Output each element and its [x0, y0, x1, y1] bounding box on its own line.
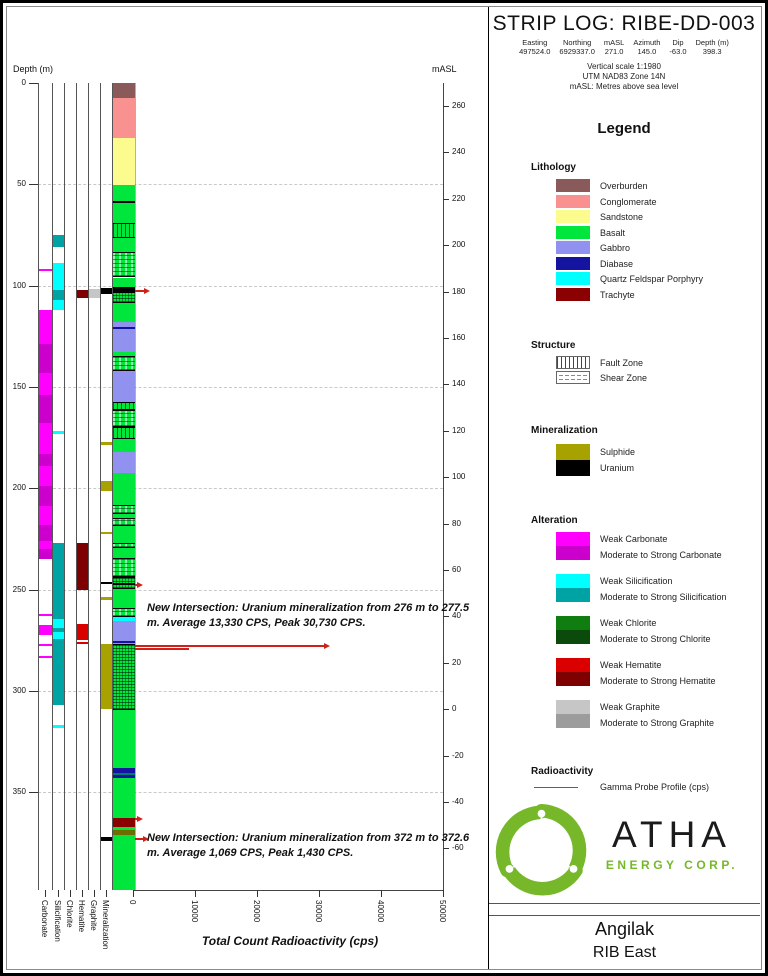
lithology-interval	[113, 439, 135, 452]
gamma-legend-label: Gamma Probe Profile (cps)	[600, 782, 710, 792]
cps-tick-label: 0	[128, 900, 137, 905]
cps-tick	[133, 890, 134, 897]
structure-overlay-fault	[113, 402, 135, 410]
depth-gridline	[38, 184, 443, 185]
alteration-band-graphite	[89, 289, 100, 298]
gamma-spike	[135, 838, 143, 840]
masl-tick-label: 200	[452, 240, 466, 250]
lithology-swatch	[556, 210, 590, 223]
masl-tick-label: 240	[452, 147, 466, 157]
track-boundary-line	[52, 83, 53, 890]
depth-tick	[29, 286, 38, 287]
lithology-label: Sandstone	[600, 212, 644, 222]
collar-fields	[492, 38, 756, 56]
depth-tick	[29, 387, 38, 388]
structure-overlay-shear	[113, 518, 135, 526]
lithology-label: Trachyte	[600, 289, 635, 300]
gamma-spike-arrow	[324, 643, 330, 649]
depth-tick-label: 250	[12, 584, 26, 594]
track-bottom-tick	[94, 890, 95, 897]
alteration-weak-swatch	[556, 616, 590, 630]
alteration-band-silicification	[53, 639, 64, 705]
alteration-band-carbonate	[39, 625, 52, 635]
gamma-spike	[135, 648, 189, 650]
footer-divider-1	[489, 903, 760, 904]
alteration-band-carbonate	[39, 614, 52, 616]
alteration-band-hematite	[77, 642, 88, 644]
lithology-interval	[113, 371, 135, 402]
lithology-interval	[113, 98, 135, 138]
panel-divider	[488, 6, 489, 970]
track-label: Graphite	[89, 900, 98, 931]
masl-tick-label: 0	[452, 704, 457, 714]
cps-tick	[257, 890, 258, 897]
collar-field-label: mASL	[603, 38, 625, 47]
depth-tick-label: 50	[17, 179, 26, 189]
mineralization-swatch	[556, 444, 590, 460]
alteration-band-carbonate	[39, 454, 52, 466]
alteration-band-silicification	[53, 431, 64, 433]
collar-field-value: -63.0	[669, 47, 687, 56]
mineralization-band-uranium	[101, 837, 112, 841]
masl-tick-label: -40	[452, 797, 464, 806]
depth-tick	[29, 792, 38, 793]
masl-tick	[443, 524, 449, 525]
masl-tick-label: -60	[452, 843, 464, 853]
alteration-band-carbonate	[39, 541, 52, 549]
collar-field	[669, 38, 686, 56]
annotation-intersection-372m: New Intersection: Uranium mineralization from 372 m to 372.6 m. Average 1,069 CPS, Peak 1,430 CPS.	[147, 832, 470, 859]
collar-field-value: 6929337.0	[559, 47, 595, 56]
depth-gridline	[38, 286, 443, 287]
cps-tick-label: 30000	[314, 900, 323, 923]
collar-field-value: 145.0	[637, 47, 657, 56]
alteration-band-silicification	[53, 632, 64, 639]
masl-tick	[443, 756, 449, 757]
lithology-interval	[113, 818, 135, 826]
depth-tick	[29, 590, 38, 591]
masl-tick	[443, 431, 449, 432]
depth-tick-label: 300	[12, 685, 26, 695]
track-boundary-line	[64, 83, 65, 890]
alteration-strong-label: Moderate to Strong Hematite	[600, 676, 716, 686]
track-label: Hematite	[77, 900, 86, 933]
alteration-band-silicification	[53, 235, 64, 247]
depth-gridline	[38, 488, 443, 489]
area-name: RIB East	[592, 944, 657, 961]
alteration-strong-label: Moderate to Strong Silicification	[600, 592, 727, 602]
cps-tick	[443, 890, 444, 897]
depth-gridline	[38, 792, 443, 793]
track-bottom-tick	[106, 890, 107, 897]
lithology-interval	[113, 778, 135, 819]
alteration-band-hematite	[77, 624, 88, 640]
track-bottom-tick	[58, 890, 59, 897]
masl-tick-label: 180	[452, 286, 466, 296]
lithology-swatch	[556, 226, 590, 239]
track-label: Mineralization	[101, 900, 110, 950]
masl-tick	[443, 292, 449, 293]
alteration-band-carbonate	[39, 525, 52, 541]
alteration-weak-swatch	[556, 658, 590, 672]
alteration-band-hematite	[77, 290, 88, 298]
lithology-marker-line	[113, 773, 135, 775]
legend-title: Legend	[597, 120, 651, 137]
atha-logo-icon	[493, 802, 590, 904]
alteration-band-carbonate	[39, 395, 52, 423]
lithology-interval	[113, 185, 135, 222]
lithology-marker-line	[113, 641, 135, 643]
collar-field	[604, 38, 624, 56]
gamma-spike	[135, 290, 144, 292]
alteration-weak-swatch	[556, 574, 590, 588]
depth-tick	[29, 184, 38, 185]
alteration-band-silicification	[53, 263, 64, 289]
alteration-band-carbonate	[39, 644, 52, 646]
track-label: Chlorite	[65, 900, 74, 928]
mineralization-band-sulphide	[101, 481, 112, 491]
alteration-strong-swatch	[556, 714, 590, 728]
masl-tick	[443, 152, 449, 153]
radioactivity-heading: Radioactivity	[531, 766, 594, 777]
lithology-interval	[113, 303, 135, 322]
collar-field-label: Azimuth	[633, 38, 661, 47]
track-label: Carbonate	[40, 900, 49, 938]
track-boundary-line	[76, 83, 77, 890]
alteration-band-carbonate	[39, 486, 52, 506]
gamma-spike-arrow	[137, 582, 143, 588]
mineralization-swatch	[556, 460, 590, 476]
masl-tick	[443, 338, 449, 339]
structure-overlay-shear	[113, 505, 135, 513]
alteration-weak-label: Weak Graphite	[600, 702, 660, 712]
masl-tick-label: 100	[452, 472, 466, 482]
alteration-band-carbonate	[39, 373, 52, 395]
depth-tick-label: 100	[12, 280, 26, 290]
depth-tick-label: 0	[21, 78, 26, 87]
masl-tick-label: 140	[452, 379, 466, 389]
collar-field-label: Depth (m)	[695, 38, 729, 47]
structure-overlay-dense	[113, 644, 135, 710]
structure-label: Fault Zone	[600, 358, 644, 368]
masl-tick-label: 220	[452, 193, 466, 203]
masl-tick-label: -20	[452, 750, 464, 760]
gamma-spike-arrow	[137, 816, 143, 822]
masl-tick	[443, 663, 449, 664]
gamma-legend-line	[534, 787, 578, 788]
depth-tick-label: 200	[12, 483, 26, 493]
structure-overlay-shear	[113, 252, 135, 277]
lithology-marker-line	[113, 201, 135, 203]
structure-overlay-shear	[113, 410, 135, 427]
depth-tick	[29, 691, 38, 692]
mineralization-label: Sulphide	[600, 447, 636, 457]
lithology-swatch	[556, 272, 590, 285]
mineralization-band-sulphide	[101, 532, 112, 534]
lithology-interval	[113, 238, 135, 252]
masl-tick-label: 260	[452, 101, 466, 110]
alteration-strong-label: Moderate to Strong Carbonate	[600, 550, 722, 560]
lithology-interval	[113, 589, 135, 608]
depth-gridline	[38, 387, 443, 388]
alteration-weak-swatch	[556, 700, 590, 714]
mineralization-band-uranium	[101, 582, 112, 584]
depth-axis-title: Depth (m)	[13, 64, 54, 74]
lithology-label: Quartz Feldspar Porphyry	[600, 274, 704, 284]
alteration-band-carbonate	[39, 310, 52, 344]
track-bottom-tick	[82, 890, 83, 897]
cps-axis-line	[133, 890, 443, 891]
lithology-swatch	[556, 195, 590, 208]
alteration-band-carbonate	[39, 344, 52, 372]
alteration-weak-label: Weak Chlorite	[600, 618, 657, 628]
alteration-band-carbonate	[39, 423, 52, 453]
masl-tick	[443, 709, 449, 710]
cps-tick	[381, 890, 382, 897]
masl-tick	[443, 384, 449, 385]
lithology-marker-line	[113, 327, 135, 329]
mineralization-heading: Mineralization	[531, 425, 598, 436]
cps-tick-label: 40000	[376, 900, 385, 923]
lithology-interval	[113, 83, 135, 98]
mineralization-label: Uranium	[600, 463, 635, 473]
structure-overlay-shear	[113, 608, 135, 617]
lithology-interval	[113, 526, 135, 543]
masl-axis-title: mASL	[432, 64, 457, 74]
masl-tick	[443, 802, 449, 803]
alteration-band-silicification	[53, 300, 64, 310]
alteration-band-hematite	[77, 543, 88, 590]
lithology-interval	[113, 452, 135, 473]
masl-tick	[443, 106, 449, 107]
lithology-label: Basalt	[600, 227, 626, 238]
lithology-heading: Lithology	[531, 162, 576, 173]
logo-subtitle: ENERGY CORP.	[605, 858, 739, 872]
alteration-heading: Alteration	[531, 515, 578, 526]
structure-overlay-fault	[113, 427, 135, 438]
alteration-band-carbonate	[39, 269, 52, 271]
lithology-interval	[113, 138, 135, 186]
depth-gridline	[38, 691, 443, 692]
alteration-band-carbonate	[39, 506, 52, 524]
lithology-interval	[113, 278, 135, 287]
structure-overlay-dense	[113, 292, 135, 303]
cps-tick	[195, 890, 196, 897]
structure-swatch-fault	[556, 356, 590, 369]
alteration-band-silicification	[53, 619, 64, 628]
mineralization-band-sulphide	[101, 597, 112, 600]
collar-field-label: Dip	[672, 38, 684, 47]
gamma-spike-arrow	[144, 288, 150, 294]
cps-tick-label: 20000	[252, 900, 261, 923]
masl-tick-label: 80	[452, 518, 461, 528]
masl-tick-label: 160	[452, 333, 466, 342]
lithology-interval	[113, 710, 135, 768]
alteration-band-carbonate	[39, 549, 52, 559]
footer-divider-2	[489, 915, 760, 916]
masl-tick	[443, 570, 449, 571]
collar-field-label: Easting	[522, 38, 548, 47]
lithology-label: Overburden	[600, 181, 648, 191]
track-bottom-tick	[45, 890, 46, 897]
alteration-strong-swatch	[556, 546, 590, 560]
masl-tick	[443, 199, 449, 200]
lithology-interval	[113, 473, 135, 505]
cps-axis-title: Total Count Radioactivity (cps)	[201, 934, 379, 948]
lithology-swatch	[556, 288, 590, 301]
depth-gridline	[38, 590, 443, 591]
masl-tick-label: 40	[452, 611, 461, 621]
structure-overlay-shear	[113, 558, 135, 577]
alteration-strong-swatch	[556, 588, 590, 602]
strip-log-title: STRIP LOG: RIBE-DD-003	[492, 12, 756, 35]
lithology-swatch	[556, 241, 590, 254]
gamma-baseline	[135, 83, 136, 890]
cps-tick	[319, 890, 320, 897]
cps-tick-label: 10000	[190, 900, 199, 923]
masl-tick-label: 20	[452, 657, 461, 667]
masl-axis-line	[443, 83, 444, 890]
depth-tick	[29, 488, 38, 489]
collar-field	[559, 38, 594, 56]
collar-field-value: 271.0	[604, 47, 624, 56]
lithology-interval	[113, 548, 135, 558]
logo-wordmark: ATHA	[612, 814, 732, 855]
collar-field-value: 398.3	[702, 47, 722, 56]
depth-tick	[29, 83, 38, 84]
alteration-band-carbonate	[39, 466, 52, 486]
alteration-strong-label: Moderate to Strong Graphite	[600, 718, 715, 728]
lithology-marker-line	[113, 583, 135, 585]
alteration-weak-swatch	[556, 532, 590, 546]
collar-field	[696, 38, 729, 56]
alteration-weak-label: Weak Carbonate	[600, 534, 668, 544]
collar-field	[633, 38, 660, 56]
alteration-strong-label: Moderate to Strong Chlorite	[600, 634, 711, 644]
masl-tick	[443, 245, 449, 246]
lithology-interval	[113, 835, 135, 890]
structure-heading: Structure	[531, 340, 576, 351]
masl-note: mASL: Metres above sea level	[569, 82, 679, 91]
collar-field	[519, 38, 550, 56]
cps-tick-label: 50000	[438, 900, 447, 923]
mineralization-band-uranium	[101, 288, 112, 294]
collar-field-label: Northing	[562, 38, 592, 47]
lithology-swatch	[556, 257, 590, 270]
gamma-spike	[135, 645, 324, 647]
alteration-band-carbonate	[39, 656, 52, 658]
utm-note: UTM NAD83 Zone 14N	[582, 72, 666, 81]
lithology-label: Conglomerate	[600, 196, 657, 207]
track-bottom-tick	[70, 890, 71, 897]
depth-tick-label: 350	[12, 787, 26, 797]
alteration-weak-label: Weak Silicification	[600, 576, 673, 586]
structure-label: Shear Zone	[600, 373, 648, 383]
mineralization-band-sulphide	[101, 442, 112, 445]
lithology-swatch	[556, 179, 590, 192]
collar-field-value: 497524.0	[519, 47, 551, 56]
mineralization-band-sulphide	[101, 644, 112, 709]
scale-note: Vertical scale 1:1980	[587, 62, 661, 71]
masl-tick-label: 120	[452, 425, 466, 435]
structure-overlay-fault	[113, 223, 135, 238]
project-name: Angilak	[594, 919, 655, 939]
alteration-strong-swatch	[556, 672, 590, 686]
alteration-band-silicification	[53, 290, 64, 300]
track-label: Silicification	[53, 900, 62, 942]
depth-tick-label: 150	[12, 381, 26, 391]
alteration-weak-label: Weak Hematite	[600, 660, 662, 670]
masl-tick-label: 60	[452, 565, 461, 574]
structure-swatch-shear	[556, 371, 590, 384]
alteration-band-silicification	[53, 725, 64, 728]
masl-tick	[443, 477, 449, 478]
alteration-strong-swatch	[556, 630, 590, 644]
annotation-intersection-276m: New Intersection: Uranium mineralization from 276 m to 277.5 m. Average 13,330 CPS, Peak 30,730 CPS.	[147, 602, 470, 629]
lithology-label: Diabase	[600, 258, 634, 269]
structure-overlay-shear	[113, 356, 135, 371]
alteration-band-silicification	[53, 543, 64, 619]
track-boundary-line	[88, 83, 89, 890]
lithology-label: Gabbro	[600, 243, 631, 253]
